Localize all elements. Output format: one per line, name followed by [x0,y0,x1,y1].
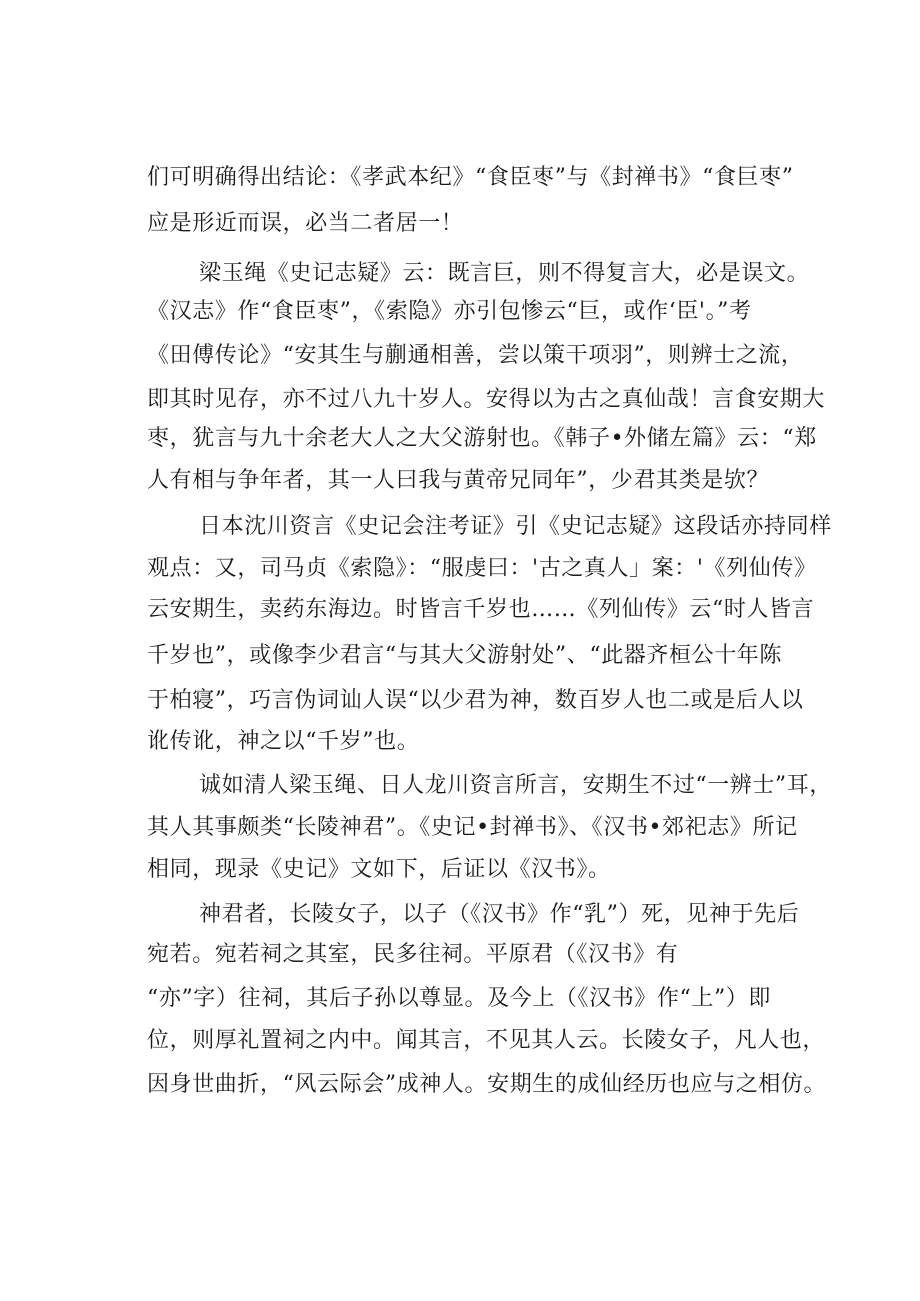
text-line-3: 梁玉绳《史记志疑》云：既言巨，则不得复言大，必是误文。 [199,261,810,286]
text-line-20: “亦”字）往祠，其后子孙以尊显。及今上（《汉书》作“上”）即 [147,986,771,1011]
text-line-19: 宛若。宛若祠之其室，民多往祠。平原君（《汉书》有 [147,942,679,967]
text-line-17: 相同，现录《史记》文如下，后证以《汉书》。 [147,857,611,882]
text-line-18: 神君者，长陵女子，以子（《汉书》作“乳”）死，见神于先后 [199,902,800,927]
text-line-5: 《田傅传论》“安其生与蒯通相善，尝以策干项羽”，则辨士之流， [147,343,804,368]
text-line-2: 应是形近而误，必当二者居一！ [147,211,464,236]
text-line-4: 《汉志》作“食臣枣”，《索隐》亦引包惨云“巨，或作‘臣'。”考 [147,299,752,324]
text-line-11: 云安期生，卖药东海边。时皆言千岁也……《列仙传》云“时人皆言 [147,597,815,622]
text-line-14: 讹传讹，神之以“千岁”也。 [147,729,420,754]
text-line-9: 日本沈川资言《史记会注考证》引《史记志疑》这段话亦持同样 [199,514,832,539]
text-line-13: 于柏寝”，巧言伪词讪人误“以少君为神，数百岁人也二或是后人以 [147,688,804,713]
text-line-1: 们可明确得出结论：《孝武本纪》“食臣枣”与《封禅书》“食巨枣” [147,165,794,190]
text-line-8: 人有相与争年者，其一人曰我与黄帝兄同年”，少君其类是欤？ [147,468,770,493]
text-line-15: 诚如清人梁玉绳、日人龙川资言所言，安期生不过“一辨士”耳， [199,773,832,798]
text-line-16: 其人其事颇类“长陵神君”。《史记•封禅书》、《汉书•郊祀志》所记 [147,815,798,840]
text-line-21: 位，则厚礼置祠之内中。闻其言，不见其人云。长陵女子，凡人也， [147,1028,826,1053]
text-line-7: 枣，犹言与九十余老大人之大父游射也。《韩子•外储左篇》云：“郑 [147,426,817,451]
text-line-22: 因身世曲折，“风云际会”成神人。安期生的成仙经历也应与之相仿。 [147,1072,827,1097]
text-line-10: 观点：又，司马贞《索隐》：“服虔曰：'古之真人」案：'《列仙传》 [147,556,817,581]
text-line-6: 即其时见存，亦不过八九十岁人。安得以为古之真仙哉！言食安期大 [147,387,826,412]
text-line-12: 千岁也”，或像李少君言“与其大父游射处”、“此器齐桓公十年陈 [147,643,782,668]
